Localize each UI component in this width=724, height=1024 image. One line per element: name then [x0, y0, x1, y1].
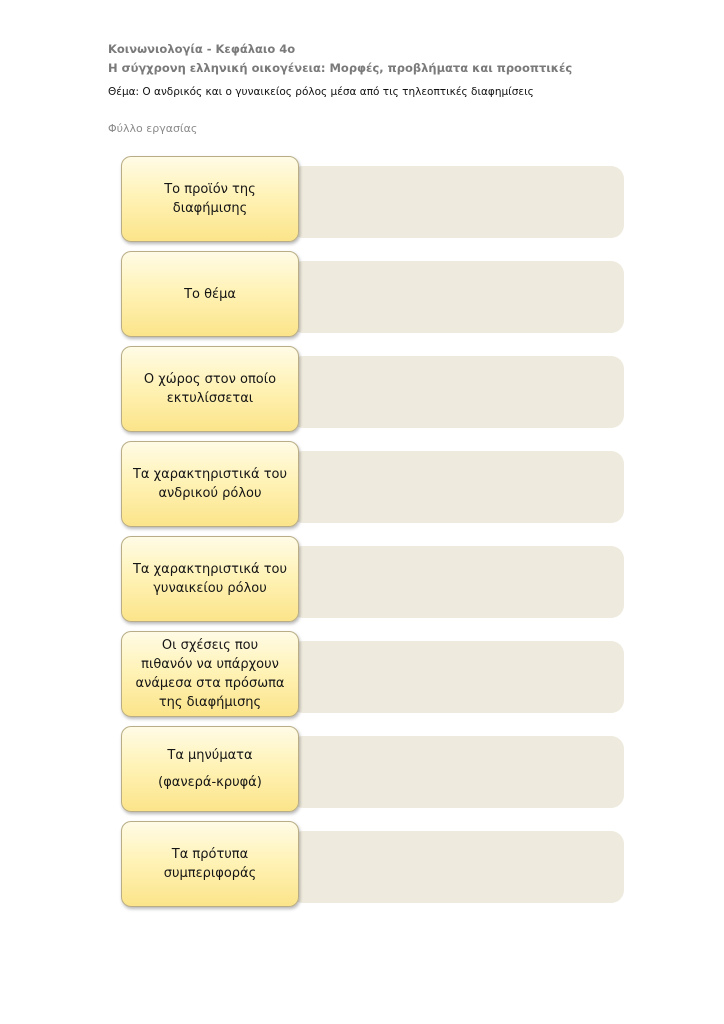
- answer-area[interactable]: [290, 641, 624, 713]
- row-label-line: γυναικείου ρόλου: [153, 581, 267, 596]
- answer-area[interactable]: [290, 261, 624, 333]
- worksheet-row: [118, 726, 628, 816]
- course-title: Κοινωνιολογία - Κεφάλαιο 4ο: [108, 42, 296, 56]
- row-label-box: [121, 441, 299, 527]
- row-label-box: [121, 251, 299, 337]
- row-label-box: [121, 821, 299, 907]
- row-label-box: [121, 156, 299, 242]
- topic-line: Θέμα: Ο ανδρικός και ο γυναικείος ρόλος μέσα από τις τηλεοπτικές διαφημίσεις: [108, 86, 534, 98]
- row-label: [127, 465, 293, 503]
- row-label-box: [121, 726, 299, 812]
- answer-area[interactable]: [290, 451, 624, 523]
- row-label-line: εκτυλίσσεται: [166, 391, 254, 406]
- worksheet-label: Φύλλο εργασίας: [108, 122, 198, 135]
- answer-area[interactable]: [290, 831, 624, 903]
- row-label: [178, 285, 242, 304]
- row-label-line: Οι σχέσεις που: [161, 638, 259, 653]
- answer-area[interactable]: [290, 736, 624, 808]
- row-label: [130, 636, 291, 712]
- worksheet-row: [118, 821, 628, 911]
- row-label-line: πιθανόν να υπάρχουν: [141, 657, 279, 672]
- row-label-box: [121, 346, 299, 432]
- row-label-line: ανδρικού ρόλου: [158, 486, 262, 501]
- row-label: [152, 746, 268, 792]
- row-label-line: Τα χαρακτηριστικά του: [132, 562, 288, 577]
- unit-title: Η σύγχρονη ελληνική οικογένεια: Μορφές, προβλήματα και προοπτικές: [108, 61, 573, 75]
- answer-area[interactable]: [290, 546, 624, 618]
- row-label-line: συμπεριφοράς: [163, 866, 257, 881]
- row-label-box: [121, 631, 299, 717]
- worksheet-row: [118, 631, 628, 721]
- row-label: [158, 180, 262, 218]
- row-label: [158, 845, 263, 883]
- row-label-box: [121, 536, 299, 622]
- row-label: [138, 370, 282, 408]
- row-label-line: ανάμεσα στα πρόσωπα: [135, 676, 285, 691]
- worksheet-row: [118, 156, 628, 246]
- answer-area[interactable]: [290, 166, 624, 238]
- worksheet-row: [118, 536, 628, 626]
- worksheet-row: [118, 251, 628, 341]
- row-label-line: Ο χώρος στον οποίο: [143, 372, 277, 387]
- row-label-line: Τα πρότυπα: [171, 847, 249, 862]
- worksheet-row: [118, 441, 628, 531]
- row-label-line: Το θέμα: [184, 286, 236, 302]
- row-label-line: διαφήμισης: [172, 201, 248, 216]
- row-label-line: Τα μηνύματα: [167, 748, 253, 763]
- row-label: [127, 560, 293, 598]
- row-label-line: της διαφήμισης: [158, 695, 262, 710]
- row-label-line: Το προϊόν της: [164, 182, 256, 197]
- row-label-line: Τα χαρακτηριστικά του: [132, 467, 288, 482]
- answer-area[interactable]: [290, 356, 624, 428]
- worksheet-row: [118, 346, 628, 436]
- row-label-line: (φανερά-κρυφά): [158, 775, 262, 790]
